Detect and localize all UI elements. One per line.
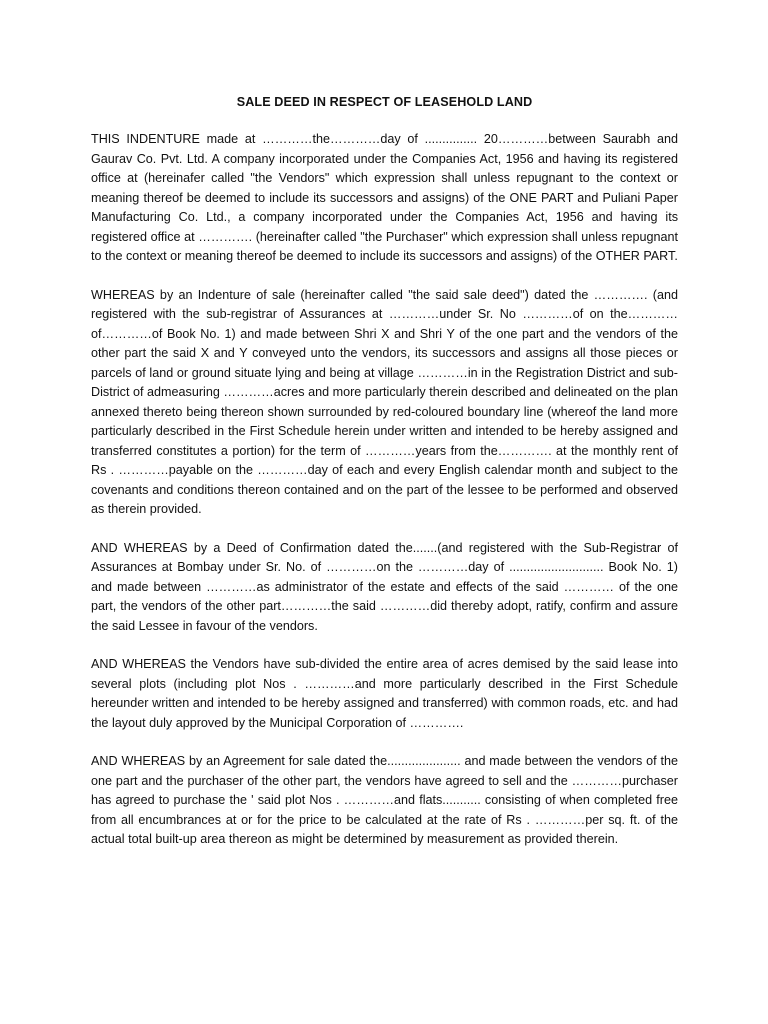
document-page bbox=[91, 93, 678, 869]
paragraph-whereas-sub-divided: AND WHEREAS the Vendors have sub-divided the entire area of acres demised by the said lease into several plots (including plot Nos . …………and more particularly described in the First Schedule hereunder written and intended to be hereby assigned and transferred) with common roads, etc. and had the layout duly approved by the Municipal Corporation of …………. bbox=[91, 657, 678, 730]
paragraph-whereas-indenture-of-sale: WHEREAS by an Indenture of sale (hereinafter called "the said sale deed") dated the …………. (and registered with the sub-registrar of Assurances at …………under Sr. No …………of on the…………of…………of Book No. 1) and made between Shri X and Shri Y of the one part and the vendors of the other part the said X and Y conveyed unto the vendors, its successors and assigns all those pieces or parcels of land or ground situate lying and being at village …………in in the Registration District and sub-District of admeasuring …………acres and more particularly therein described and delineated on the plan annexed thereto being thereon shown surrounded by red-coloured boundary line (whereof the land more particularly described in the First Schedule herein under written and intended to be hereby assigned and transferred constitutes a portion) for the term of …………years from the…………. at the monthly rent of Rs . …………payable on the …………day of each and every English calendar month and subject to the covenants and conditions thereon contained and on the part of the lessee to be performed and observed as therein provided. bbox=[91, 287, 678, 516]
document-title: SALE DEED IN RESPECT OF LEASEHOLD LAND bbox=[236, 95, 533, 109]
paragraph-whereas-agreement-for-sale: AND WHEREAS by an Agreement for sale dated the..................... and made between the vendors of the one part and the purchaser of the other part, the vendors have agreed to sell and the …………purchaser has agreed to purchase the ' said plot Nos . …………and flats........... consisting of when completed free from all encumbrances at or for the price to be calculated at the rate of Rs . …………per sq. ft. of the actual total built-up area thereon as might be determined by measurement as provided therein. bbox=[91, 754, 678, 846]
paragraph-indenture: THIS INDENTURE made at …………the…………day of ............... 20…………between Saurabh and Gaurav Co. Pvt. Ltd. A company incorporated under the Companies Act, 1956 and having its registered office at (hereinafer called "the Vendors" which expression shall unless repugnant to the context or meaning thereof be deemed to include its successors and assigns) of the ONE PART and Puliani Paper Manufacturing Co. Ltd., a company incorporated under the Companies Act, 1956 and having its registered office at …………. (hereinafter called "the Purchaser" which expression shall unless repugnant to the context or meaning thereof be deemed to include its successors and assigns) of the OTHER PART. bbox=[91, 132, 678, 263]
paragraph-whereas-deed-of-confirmation: AND WHEREAS by a Deed of Confirmation dated the.......(and registered with the Sub-Registrar of Assurances at Bombay under Sr. No. of …………on the …………day of ........................... Book No. 1) and made between …………as administrator of the estate and effects of the said ………… of the one part, the vendors of the other part…………the said …………did thereby adopt, ratify, confirm and assure the said Lessee in favour of the vendors. bbox=[91, 540, 678, 633]
